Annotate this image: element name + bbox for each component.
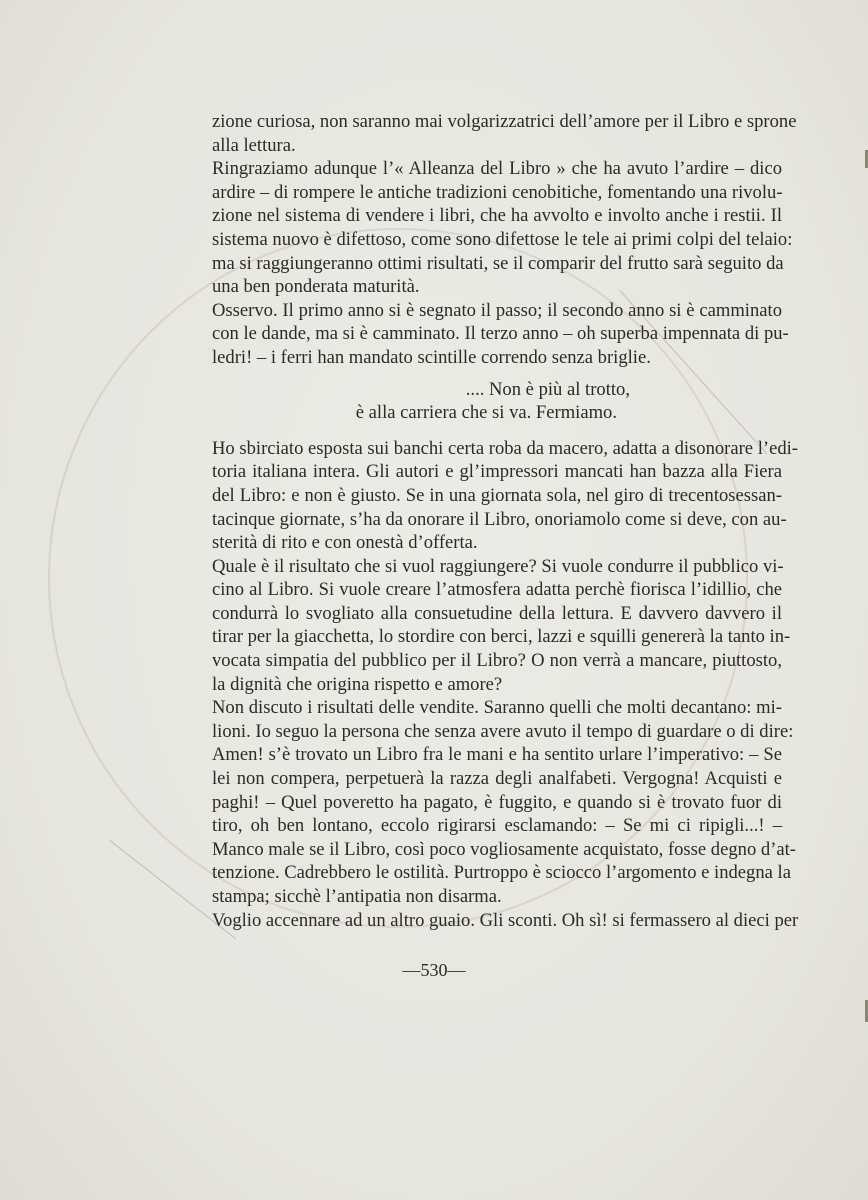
- text-line: tirar per la giacchetta, lo stordire con berci, lazzi e squilli genererà la tanto in-: [212, 626, 791, 648]
- text-line: una ben ponderata maturità.: [212, 276, 420, 298]
- text-line: Ho sbirciato esposta sui banchi certa roba da macero, adatta a disonorare l’edi-: [212, 437, 798, 459]
- text-line: paghi! – Quel poveretto ha pagato, è fuggito, e quando si è trovato fuor di: [212, 791, 782, 813]
- verse-line: è alla carriera che si va. Fermiamo.: [355, 402, 617, 424]
- paragraph: [212, 299, 789, 370]
- text-line: Amen! s’è trovato un Libro fra le mani e ha sentito urlare l’imperativo: – Se: [212, 744, 782, 766]
- text-line: Non discuto i risultati delle vendite. Saranno quelli che molti decantano: mi-: [212, 697, 782, 719]
- text-line: sistema nuovo è difettoso, come sono difettose le tele ai primi colpi del telaio:: [212, 228, 793, 250]
- paragraph: [212, 555, 791, 697]
- verse-quote: [212, 378, 782, 425]
- text-line: sterità di rito e con onestà d’offerta.: [212, 532, 478, 554]
- text-line: condurrà lo svogliato alla consuetudine della lettura. E davvero davvero il: [212, 602, 782, 624]
- paragraph: [212, 157, 793, 299]
- text-line: vocata simpatia del pubblico per il Libro? O non verrà a mancare, piuttosto,: [212, 650, 782, 672]
- text-line: stampa; sicchè l’antipatia non disarma.: [212, 886, 502, 907]
- text-line: cino al Libro. Si vuole creare l’atmosfera adatta perchè fiorisca l’idillio, che: [212, 579, 782, 601]
- text-line: Voglio accennare ad un altro guaio. Gli sconti. Oh sì! si fermassero al dieci per: [212, 909, 799, 931]
- text-line: con le dande, ma si è camminato. Il terzo anno – oh superba impennata di pu-: [212, 323, 789, 345]
- text-line: ledri! – i ferri han mandato scintille correndo senza briglie.: [212, 346, 651, 368]
- text-line: Quale è il risultato che si vuol raggiungere? Si vuole condurre il pubblico vi-: [212, 555, 784, 577]
- page-number: —530—: [402, 960, 466, 980]
- text-line: Manco male se il Libro, così poco vogliosamente acquistato, fosse degno d’at-: [212, 838, 796, 860]
- text-line: Ringraziamo adunque l’« Alleanza del Libro » che ha avuto l’ardire – dico: [212, 158, 782, 180]
- text-line: lei non compera, perpetuerà la razza degli analfabeti. Vergogna! Acquisti e: [212, 768, 782, 790]
- text-line: lioni. Io seguo la persona che senza avere avuto il tempo di guardare o di dire:: [212, 720, 794, 742]
- paragraph: [212, 909, 799, 933]
- paragraph: [212, 696, 796, 908]
- verse-line: .... Non è più al trotto,: [465, 378, 630, 400]
- text-line: toria italiana intera. Gli autori e gl’impressori mancati han bazza alla Fiera: [212, 461, 782, 483]
- text-line: zione nel sistema di vendere i libri, che ha avvolto e involto anche i restii. Il: [212, 205, 782, 227]
- text-line: tacinque giornate, s’ha da onorare il Libro, onoriamolo come si deve, con au-: [212, 508, 787, 530]
- paragraph: [212, 110, 797, 157]
- text-line: Osservo. Il primo anno si è segnato il passo; il secondo anno si è camminato: [212, 299, 782, 321]
- text-line: del Libro: e non è giusto. Se in una giornata sola, nel giro di trecentosessan-: [212, 484, 782, 506]
- text-line: ma si raggiungeranno ottimi risultati, se il comparir del frutto sarà seguito da: [212, 252, 784, 274]
- text-line: ardire – di rompere le antiche tradizioni cenobitiche, fomentando una rivolu-: [212, 181, 783, 203]
- text-line: zione curiosa, non saranno mai volgarizzatrici dell’amore per il Libro e sprone: [212, 111, 797, 132]
- text-line: la dignità che origina rispetto e amore?: [212, 673, 503, 695]
- text-line: alla lettura.: [212, 134, 296, 156]
- paragraph: [212, 437, 798, 555]
- text-line: tiro, oh ben lontano, eccolo rigirarsi esclamando: – Se mi ci ripigli...! –: [212, 815, 782, 837]
- body-text: [212, 110, 799, 932]
- text-line: tenzione. Cadrebbero le ostilità. Purtroppo è sciocco l’argomento e indegna la: [212, 862, 791, 884]
